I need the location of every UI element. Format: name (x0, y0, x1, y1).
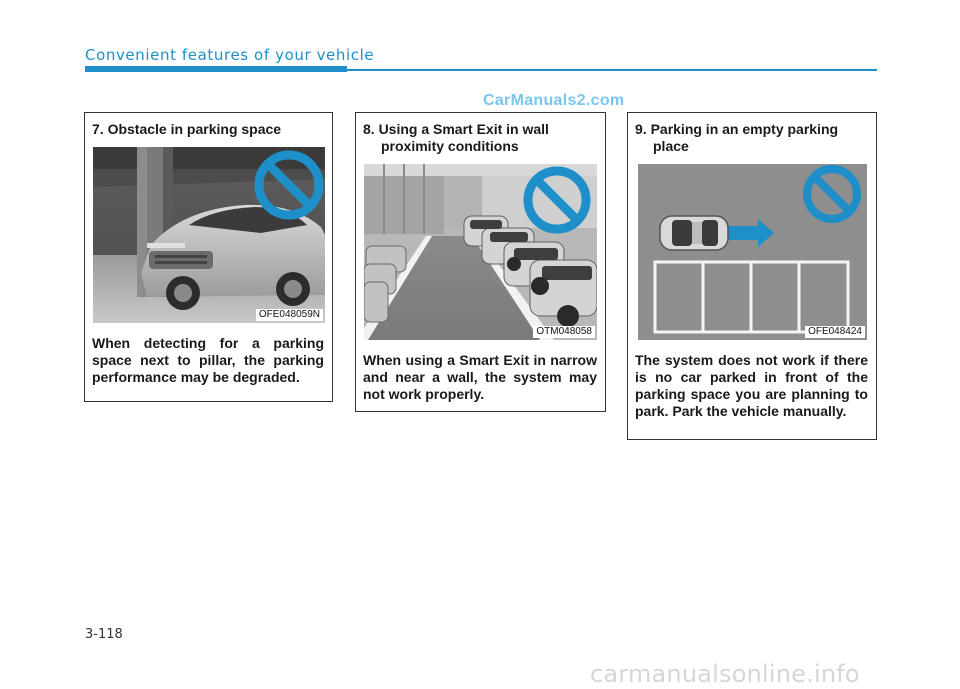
figure-code: OTM048058 (533, 326, 595, 338)
car-top-view (660, 216, 728, 250)
panel-title: 7. Obstacle in parking space (92, 121, 282, 137)
watermark-top: CarManuals2.com (483, 92, 625, 109)
illustration-narrow-row-near-wall (364, 164, 597, 340)
header-accent-bar (85, 66, 347, 72)
section-title: Convenient features of your vehicle (85, 46, 375, 64)
footer-watermark: carmanualsonline.info (590, 660, 860, 688)
page-number: 3-118 (85, 627, 123, 642)
figure-empty-parking-lot (638, 164, 867, 340)
panel-smart-exit-wall-proximity (355, 112, 606, 412)
figure-pillar-parking (93, 147, 325, 323)
illustration-empty-parking-spaces (638, 164, 867, 340)
figure-code: OFE048424 (805, 326, 865, 338)
panel-title: 9. Parking in an empty parking place (635, 121, 839, 154)
figure-narrow-wall (364, 164, 597, 340)
panel-description: When using a Smart Exit in narrow and near a wall, the system may not work properly. (363, 352, 597, 402)
header-rule (347, 69, 877, 71)
panel-obstacle-in-parking-space (84, 112, 333, 402)
panel-title: 8. Using a Smart Exit in wall proximity conditions (363, 121, 549, 154)
panel-empty-parking-place (627, 112, 877, 440)
figure-code: OFE048059N (256, 309, 323, 321)
panel-description: When detecting for a parking space next to pillar, the parking performance may be degraded. (92, 335, 324, 385)
illustration-car-near-pillar (93, 147, 325, 323)
panel-description: The system does not work if there is no car parked in front of the parking space you are planning to park. Park the vehicle manually. (635, 352, 868, 419)
